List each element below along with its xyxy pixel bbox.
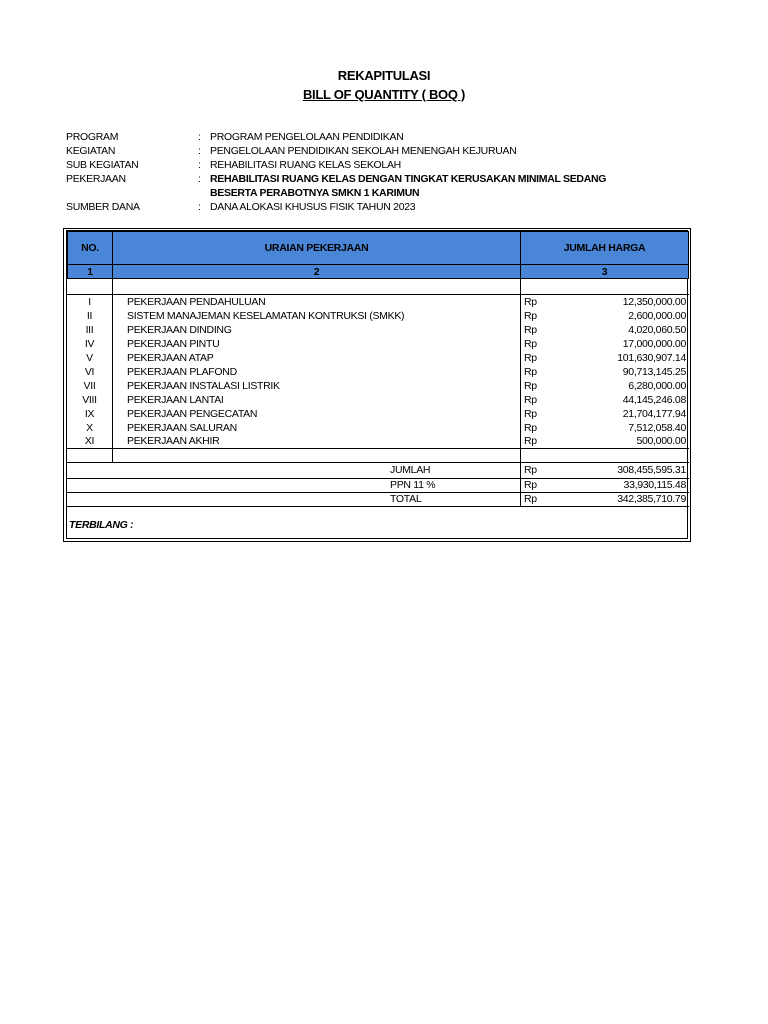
item-desc: PEKERJAAN PLAFOND bbox=[127, 366, 237, 378]
table-row bbox=[67, 434, 689, 448]
item-currency: Rp bbox=[524, 352, 537, 364]
header-desc: URAIAN PEKERJAAN bbox=[112, 231, 521, 265]
colnum-desc: 2 bbox=[112, 264, 521, 279]
info-value: REHABILITASI RUANG KELAS SEKOLAH bbox=[210, 159, 401, 171]
item-amount: 12,350,000.00 bbox=[622, 296, 686, 308]
item-no: V bbox=[86, 352, 93, 364]
document-title: REKAPITULASI bbox=[337, 68, 431, 83]
colnum-no: 1 bbox=[67, 264, 113, 279]
header-no: NO. bbox=[67, 231, 113, 265]
info-value: REHABILITASI RUANG KELAS DENGAN TINGKAT KERUSAKAN MINIMAL SEDANG bbox=[210, 173, 607, 185]
item-amount: 90,713,145.25 bbox=[622, 366, 686, 378]
item-desc: SISTEM MANAJEMAN KESELAMATAN KONTRUKSI (SMKK) bbox=[127, 310, 405, 322]
info-label: SUMBER DANA bbox=[66, 201, 140, 213]
table-row bbox=[67, 351, 689, 365]
item-currency: Rp bbox=[524, 408, 537, 420]
boq-table-inner bbox=[66, 230, 688, 539]
item-amount: 4,020,060.50 bbox=[628, 324, 686, 336]
item-amount: 17,000,000.00 bbox=[622, 338, 686, 350]
item-amount: 21,704,177.94 bbox=[622, 408, 686, 420]
item-currency: Rp bbox=[524, 296, 537, 308]
item-no: X bbox=[86, 422, 93, 434]
info-colon: : bbox=[198, 159, 201, 171]
item-currency: Rp bbox=[524, 324, 537, 336]
info-value: DANA ALOKASI KHUSUS FISIK TAHUN 2023 bbox=[210, 201, 416, 213]
item-currency: Rp bbox=[524, 310, 537, 322]
summary-currency: Rp bbox=[524, 493, 537, 505]
summary-amount: 33,930,115.48 bbox=[623, 479, 686, 491]
table-row bbox=[67, 309, 689, 323]
item-currency: Rp bbox=[524, 366, 537, 378]
info-label: PROGRAM bbox=[66, 131, 119, 143]
item-desc: PEKERJAAN INSTALASI LISTRIK bbox=[127, 380, 280, 392]
item-amount: 500,000.00 bbox=[636, 435, 686, 447]
item-amount: 44,145,246.08 bbox=[622, 394, 686, 406]
row-divider bbox=[67, 448, 689, 449]
info-label: SUB KEGIATAN bbox=[66, 159, 139, 171]
item-desc: PEKERJAAN PINTU bbox=[127, 338, 220, 350]
summary-row-total bbox=[67, 492, 689, 506]
table-row bbox=[67, 295, 689, 309]
summary-amount: 308,455,595.31 bbox=[617, 464, 686, 476]
item-desc: PEKERJAAN PENGECATAN bbox=[127, 408, 258, 420]
boq-table bbox=[63, 228, 691, 542]
info-label: PEKERJAAN bbox=[66, 173, 126, 185]
table-row bbox=[67, 323, 689, 337]
item-desc: PEKERJAAN ATAP bbox=[127, 352, 214, 364]
row-divider bbox=[67, 506, 689, 507]
summary-label: TOTAL bbox=[390, 493, 422, 505]
summary-row-jumlah bbox=[67, 463, 689, 477]
item-desc: PEKERJAAN LANTAI bbox=[127, 394, 224, 406]
item-amount: 101,630,907.14 bbox=[617, 352, 686, 364]
table-row bbox=[67, 407, 689, 421]
summary-amount: 342,385,710.79 bbox=[617, 493, 686, 505]
item-no: III bbox=[85, 324, 94, 336]
item-no: IX bbox=[84, 408, 95, 420]
item-currency: Rp bbox=[524, 380, 537, 392]
colnum-amount: 3 bbox=[520, 264, 689, 279]
info-value-continued: BESERTA PERABOTNYA SMKN 1 KARIMUN bbox=[210, 187, 420, 199]
item-desc: PEKERJAAN SALURAN bbox=[127, 422, 237, 434]
info-value: PROGRAM PENGELOLAAN PENDIDIKAN bbox=[210, 131, 404, 143]
item-amount: 2,600,000.00 bbox=[628, 310, 686, 322]
item-no: VI bbox=[84, 366, 95, 378]
info-colon: : bbox=[198, 145, 201, 157]
item-no: II bbox=[86, 310, 93, 322]
info-colon: : bbox=[198, 131, 201, 143]
summary-row-ppn bbox=[67, 478, 689, 492]
table-row bbox=[67, 421, 689, 435]
info-colon: : bbox=[198, 173, 201, 185]
item-no: I bbox=[88, 296, 91, 308]
item-desc: PEKERJAAN PENDAHULUAN bbox=[127, 296, 266, 308]
table-row bbox=[67, 379, 689, 393]
table-row bbox=[67, 365, 689, 379]
item-currency: Rp bbox=[524, 394, 537, 406]
summary-label: PPN 11 % bbox=[390, 479, 436, 491]
info-label: KEGIATAN bbox=[66, 145, 116, 157]
item-amount: 6,280,000.00 bbox=[628, 380, 686, 392]
item-currency: Rp bbox=[524, 338, 537, 350]
item-desc: PEKERJAAN AKHIR bbox=[127, 435, 220, 447]
info-value: PENGELOLAAN PENDIDIKAN SEKOLAH MENENGAH KEJURUAN bbox=[210, 145, 517, 157]
item-amount: 7,512,058.40 bbox=[628, 422, 686, 434]
terbilang-label: TERBILANG : bbox=[69, 519, 134, 531]
document-subtitle: BILL OF QUANTITY ( BOQ ) bbox=[302, 87, 466, 102]
info-colon: : bbox=[198, 201, 201, 213]
item-currency: Rp bbox=[524, 422, 537, 434]
summary-currency: Rp bbox=[524, 479, 537, 491]
header-amount: JUMLAH HARGA bbox=[520, 231, 689, 265]
item-no: VIII bbox=[82, 394, 97, 406]
item-no: VII bbox=[83, 380, 96, 392]
table-row bbox=[67, 337, 689, 351]
item-no: IV bbox=[84, 338, 95, 350]
item-desc: PEKERJAAN DINDING bbox=[127, 324, 232, 336]
summary-label: JUMLAH bbox=[390, 464, 431, 476]
item-currency: Rp bbox=[524, 435, 537, 447]
table-row bbox=[67, 393, 689, 407]
item-no: XI bbox=[84, 435, 95, 447]
summary-currency: Rp bbox=[524, 464, 537, 476]
